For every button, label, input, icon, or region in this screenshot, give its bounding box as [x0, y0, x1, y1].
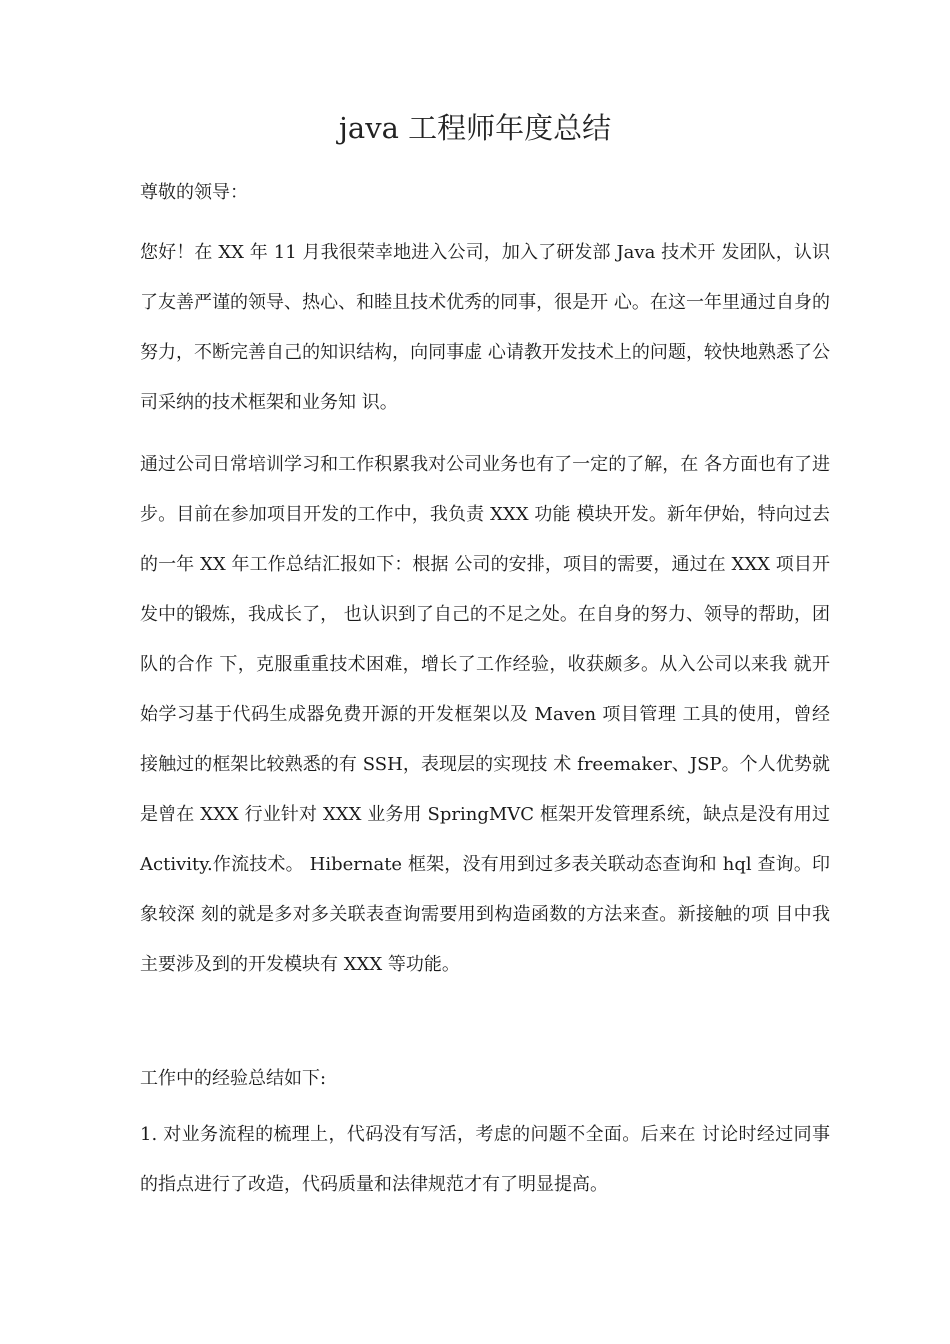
paragraph-work-summary: 通过公司日常培训学习和工作积累我对公司业务也有了一定的了解，在 各方面也有了进步。目前在参加项目开发的工作中，我负责 XXX 功能 模块开发。新年伊始，特向过去的一年 XX 年工作总结汇报如下：根据 公司的安排，项目的需要，通过在 XXX 项目开发中的锻炼，我成长了， 也认识到了自己的不足之处。在自身的努力、领导的帮助，团队的合作 下，克服重重技术困难，增长了工作经验，收获颇多。从入公司以来我 就开始学习基于代码生成器免费开源的开发框架以及 Maven 项目管理 工具的使用，曾经接触过的框架比较熟悉的有 SSH，表现层的实现技 术 freemaker、JSP。个人优势就是曾在 XXX 行业针对 XXX 业务用 SpringMVC 框架开发管理系统，缺点是没有用过 Activity.作流技术。 Hibernate 框架，没有用到过多表关联动态查询和 hql 查询。印象较深 刻的就是多对多关联表查询需要用到构造函数的方法来查。新接触的项 目中我主要涉及到的开发模块有 XXX 等功能。 [140, 454, 830, 975]
salutation: 尊敬的领导： [140, 182, 248, 203]
paragraph-intro: 您好！在 XX 年 11 月我很荣幸地进入公司，加入了研发部 Java 技术开 发团队，认识了友善严谨的领导、热心、和睦且技术优秀的同事，很是开 心。在这一年里通过自身的努力，不断完善自己的知识结构，向同事虚 心请教开发技术上的问题，较快地熟悉了公司采纳的技术框架和业务知 识。 [140, 242, 830, 413]
list-item-1: 1. 对业务流程的梳理上，代码没有写活，考虑的问题不全面。后来在 讨论时经过同事的指点进行了改造，代码质量和法律规范才有了明显提高。 [140, 1124, 830, 1195]
document-title: java 工程师年度总结 [338, 111, 612, 145]
section-heading-experience: 工作中的经验总结如下: [140, 1068, 327, 1089]
